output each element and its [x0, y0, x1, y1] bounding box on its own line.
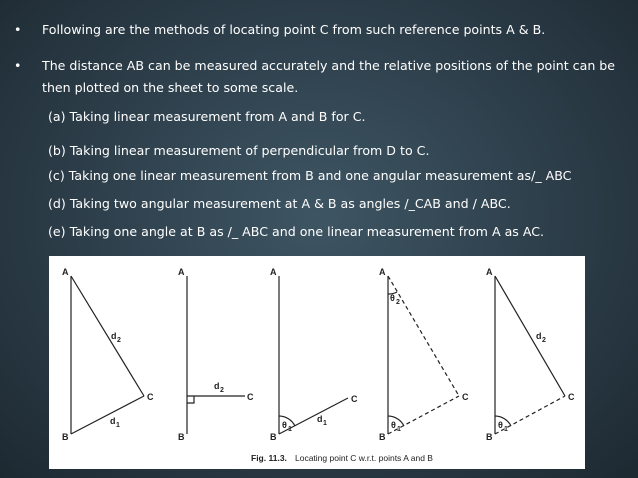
theta-symbol: θ [498, 420, 503, 430]
theta-sub: 1 [397, 426, 401, 433]
label-a: A [62, 267, 69, 277]
label-b: B [379, 432, 386, 442]
label-a: A [486, 267, 493, 277]
label-a: A [379, 267, 386, 277]
diagram-c [279, 276, 348, 434]
label-d2: d [536, 331, 542, 341]
label-b: B [178, 432, 185, 442]
label-d2: d [111, 331, 117, 341]
method-c: (c) Taking one linear measurement from B and one angular measurement as/_ ABC [48, 168, 572, 183]
label-c: C [351, 394, 358, 404]
label-d2-sub: 2 [542, 337, 546, 344]
diagram-a [71, 276, 144, 434]
label-d2-sub: 2 [220, 387, 224, 394]
figure-caption [251, 446, 433, 465]
method-d: (d) Taking two angular measurement at A & B as angles /_CAB and / ABC. [48, 196, 511, 211]
bullet-marker: • [14, 58, 22, 73]
label-d1: d [317, 414, 323, 424]
diagram-e [495, 276, 565, 434]
method-b: (b) Taking linear measurement of perpendicular from D to C. [48, 143, 430, 158]
theta-symbol: θ [390, 293, 395, 303]
figure-11-3 [49, 256, 585, 469]
theta-sub: 2 [396, 299, 400, 306]
label-d1-sub: 1 [116, 422, 120, 429]
label-c: C [568, 392, 575, 402]
theta-symbol: θ [391, 420, 396, 430]
theta-sub: 1 [288, 426, 292, 433]
label-c: C [147, 392, 154, 402]
label-d2-sub: 2 [117, 337, 121, 344]
method-e: (e) Taking one angle at B as /_ ABC and one linear measurement from A as AC. [48, 224, 545, 239]
bullet-marker: • [14, 22, 22, 37]
caption-text: Locating point C w.r.t. points A and B [295, 453, 433, 463]
caption-number: Fig. 11.3. [251, 453, 287, 463]
label-b: B [486, 432, 493, 442]
bullet-text: The distance AB can be measured accurately and the relative positions of the point can be then plotted on the sheet to some scale. [42, 58, 616, 95]
theta-symbol: θ [282, 420, 287, 430]
label-a: A [178, 267, 185, 277]
bullet-text: Following are the methods of locating point C from such reference points A & B. [42, 22, 546, 37]
label-c: C [462, 392, 469, 402]
label-a: A [270, 267, 277, 277]
method-a: (a) Taking linear measurement from A and B for C. [48, 109, 366, 124]
label-b: B [62, 432, 69, 442]
label-b: B [270, 432, 277, 442]
label-d1: d [110, 416, 116, 426]
label-d1-sub: 1 [323, 420, 327, 427]
theta-sub: 1 [504, 426, 508, 433]
label-d2: d [214, 381, 220, 391]
diagram-b [187, 276, 245, 434]
label-c: C [247, 392, 254, 402]
